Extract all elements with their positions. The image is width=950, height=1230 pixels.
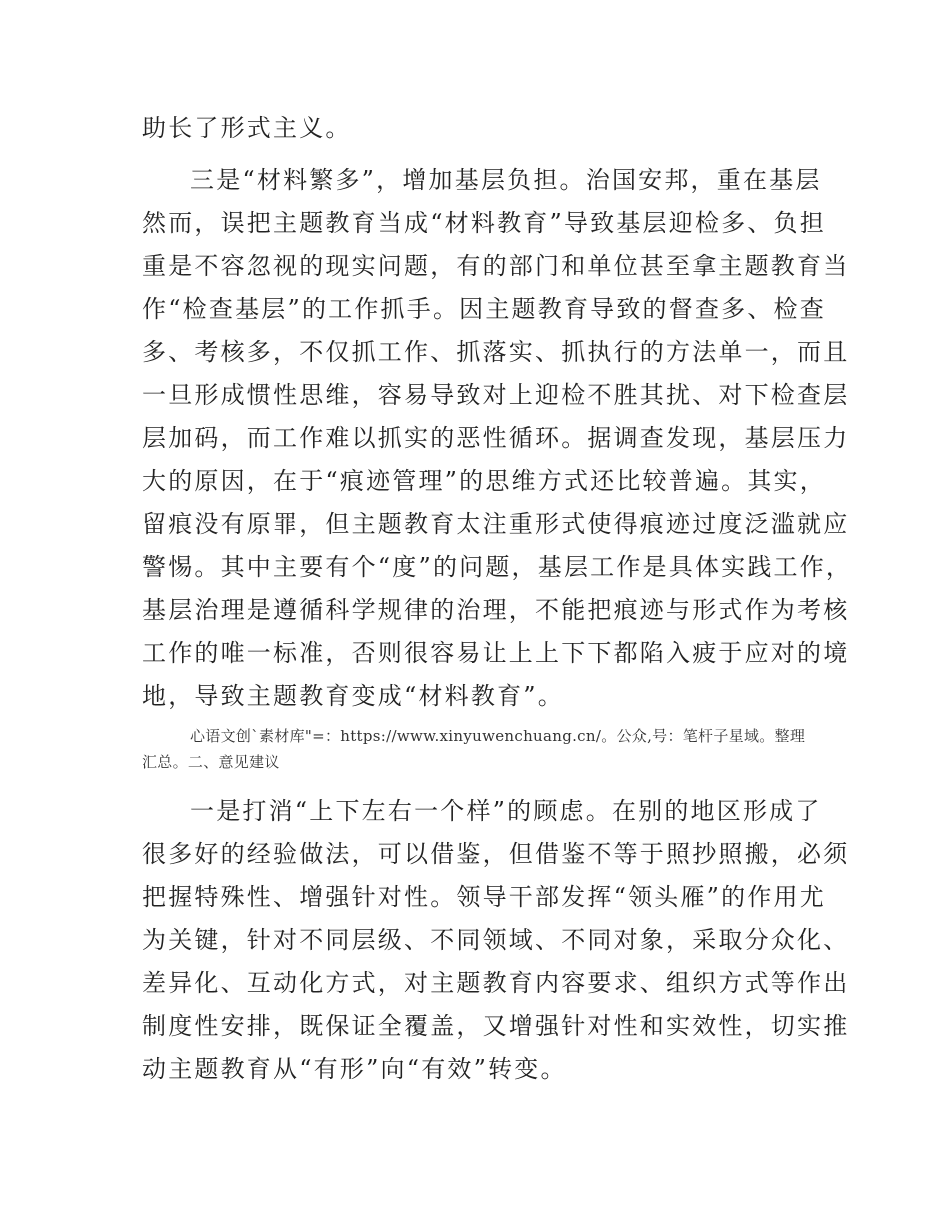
paragraph-2-line-6: 一旦形成惯性思维，容易导致对上迎检不胜其扰、对下检查层 [142,381,850,409]
paragraph-2-line-1: 三是“材料繁多”，增加基层负担。治国安邦，重在基层 [190,166,822,194]
paragraph-2-line-11: 基层治理是遵循科学规律的治理，不能把痕迹与形式作为考核 [142,596,850,624]
paragraph-3-line-6: 制度性安排，既保证全覆盖，又增强针对性和实效性，切实推 [142,1012,850,1040]
paragraph-3-line-3: 把握特殊性、增强针对性。领导干部发挥“领头雁”的作用尤 [142,883,826,911]
paragraph-2-line-13: 地，导致主题教育变成“材料教育”。 [142,682,564,710]
paragraph-2-line-12: 工作的唯一标准，否则很容易让上上下下都陷入疲于应对的境 [142,639,850,667]
paragraph-2-line-3: 重是不容忽视的现实问题，有的部门和单位甚至拿主题教育当 [142,252,850,280]
paragraph-2-line-8: 大的原因，在于“痕迹管理”的思维方式还比较普遍。其实， [142,467,826,495]
paragraph-3-line-1: 一是打消“上下左右一个样”的顾虑。在别的地区形成了 [190,797,822,825]
paragraph-3-line-7: 动主题教育从“有形”向“有效”转变。 [142,1055,567,1083]
paragraph-2-line-4: 作“检查基层”的工作抓手。因主题教育导致的督查多、检查 [142,295,826,323]
paragraph-3-line-5: 差异化、互动化方式，对主题教育内容要求、组织方式等作出 [142,969,850,997]
paragraph-1-line-1: 助长了形式主义。 [142,114,352,142]
paragraph-2-line-7: 层加码，而工作难以抓实的恶性循环。据调查发现，基层压力 [142,424,850,452]
paragraph-2-line-2: 然而，误把主题教育当成“材料教育”导致基层迎检多、负担 [142,209,826,237]
paragraph-2-line-9: 留痕没有原罪，但主题教育太注重形式使得痕迹过度泛滥就应 [142,510,850,538]
source-note-line-1: 心语文创`素材库"=：https://www.xinyuwenchuang.cn/。公众,号：笔杆子星域。整理 [190,727,806,745]
paragraph-2-line-10: 警惕。其中主要有个“度”的问题，基层工作是具体实践工作， [142,553,853,581]
paragraph-3-line-2: 很多好的经验做法，可以借鉴，但借鉴不等于照抄照搬，必须 [142,840,850,868]
paragraph-2-line-5: 多、考核多，不仅抓工作、抓落实、抓执行的方法单一，而且 [142,338,850,366]
source-note-line-2: 汇总。二、意见建议 [142,753,280,771]
paragraph-3-line-4: 为关键，针对不同层级、不同领域、不同对象，采取分众化、 [142,926,850,954]
